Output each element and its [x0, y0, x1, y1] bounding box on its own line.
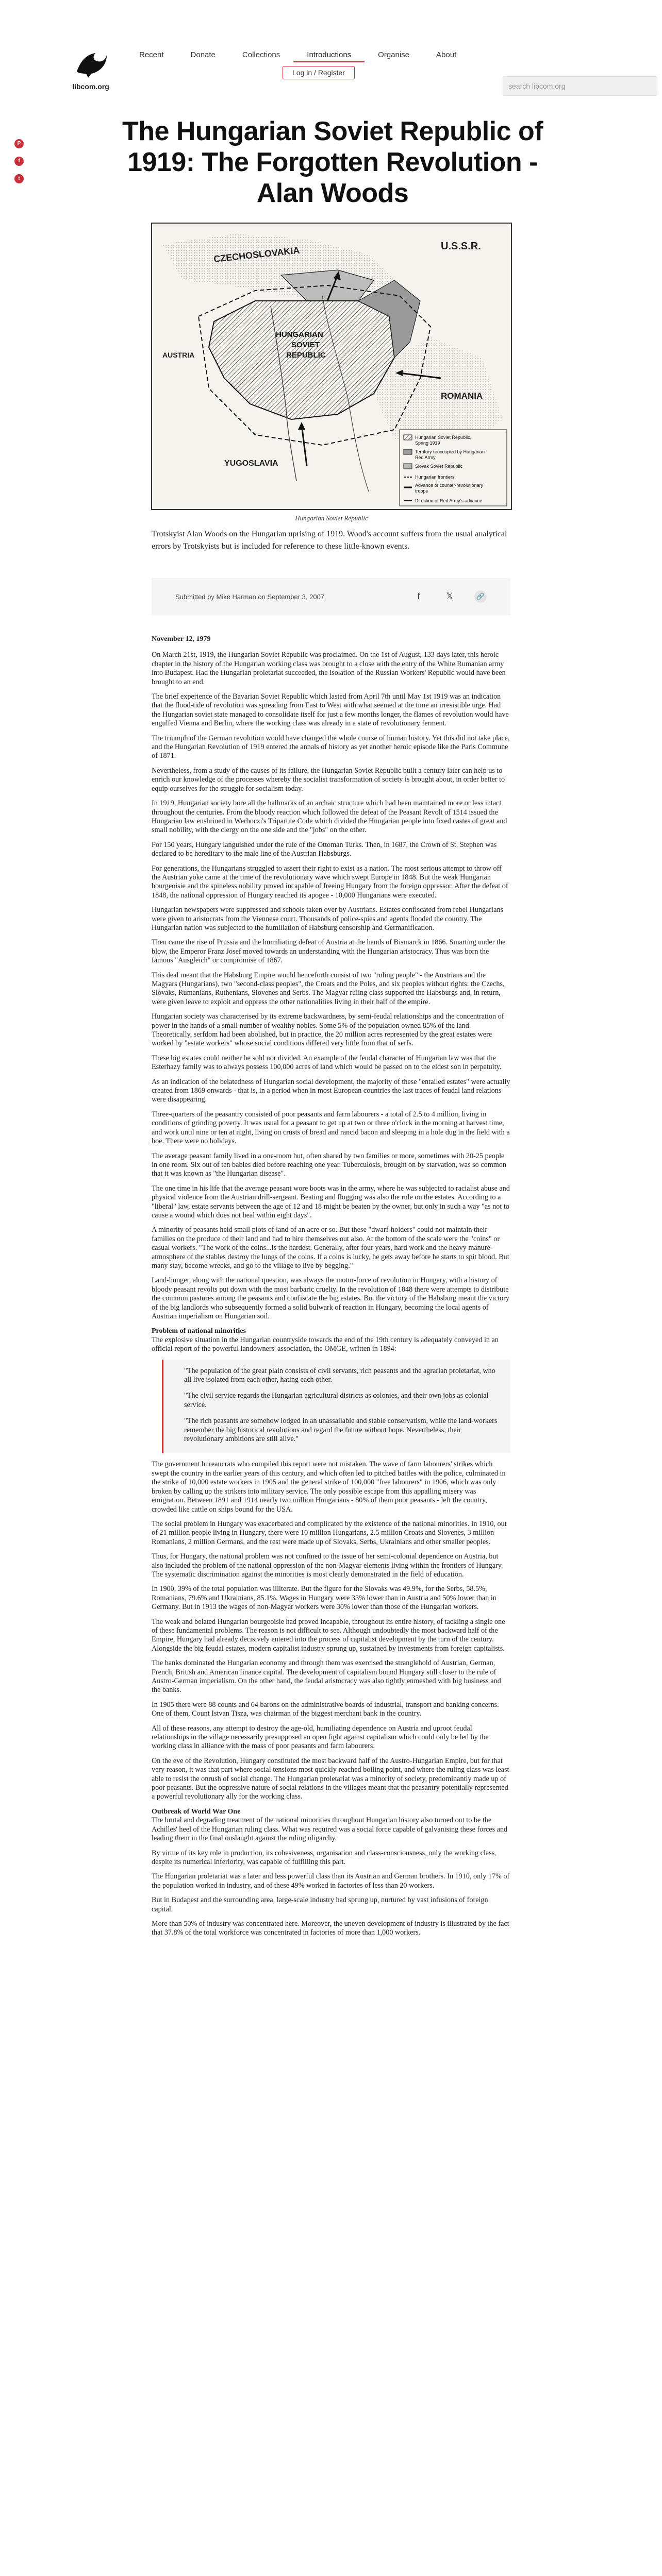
paragraph: The government bureaucrats who compiled this report were not mistaken. The wave of farm labourers' strikes which swept the country in the earlier years of this century, and which often led to pitched battles with the police, culminated in the strike of 10,000 estate workers in 1905 and the general strike of 100,000 "free labourers" in 1906, which was only broken by calling up the strikers into military service. The only possible escape from this appalling misery was emigration. Between 1891 and 1914 nearly two million Hungarians - 80% of them poor peasants - left the country, crowded like cattle on ships bound for the USA. [152, 1460, 506, 1514]
nav-recent[interactable]: Recent [139, 50, 164, 59]
paragraph: Three-quarters of the peasantry consisted of poor peasants and farm labourers - a total of 2.5 to 4 million, living in conditions of grinding poverty. It was usual for a peasant to get up at two or three o'clock in the morning at harvest time, and work until nine or ten at night, living on crusts of bread and rancid bacon and sleeping in a hole dug in the field with a hoe. There were no holidays. [152, 1110, 510, 1146]
map-label-romania: ROMANIA [441, 391, 483, 401]
paragraphs-section-c [152, 1460, 510, 1801]
legend-spring: Spring 1919 [415, 440, 440, 446]
map-image [151, 223, 512, 510]
paragraph: The banks dominated the Hungarian economy and through them was exercised the stranglehold of Austrian, German, French, British and American finance capital. The development of capitalism bound Hungary still closer to the rule of Austro-German imperialism. On the other hand, the feudal aristocracy was also tightly enmeshed with big business and the banks. [152, 1659, 501, 1694]
nav-introductions[interactable]: Introductions [293, 50, 365, 62]
paragraph: All of these reasons, any attempt to destroy the age-old, humiliating dependence on Austria and uproot feudal relationships in the village necessarily presupposed an open fight against capitalism which could only be led by the working class in alliance with the mass of poor peasants and farm labourers. [152, 1724, 489, 1751]
paragraph: The one time in his life that the average peasant wore boots was in the army, where he was subjected to racialist abuse and physical violence from the Austrian drill-sergeant. Beating and flogging was also the rule on the estates. According to a "liberal" law, estate servants between the age of 12 and 18 might be beaten by the owner, but only in such a way "as not to cause a wound which does not heal within eight days". [152, 1184, 510, 1219]
top-bar [0, 0, 662, 91]
twitter-icon[interactable]: t [14, 174, 24, 183]
paragraph: In 1900, 39% of the total population was illiterate. But the figure for the Slovaks was 49.9%, for the Serbs, 58.5%, Romanians, 79.6% and Ukrainians, 85.1%. Wages in Hungary were 33% lower than in Austria and 50% lower than in Germany. But in 1913 the wages of non-Magyar workers were 30% lower than those of the Hungarian workers. [152, 1585, 496, 1612]
heading-world-war-one: Outbreak of World War One [152, 1807, 241, 1816]
map-label-soviet-1: HUNGARIAN [276, 330, 323, 339]
blockquote [162, 1360, 510, 1453]
share-bar [14, 139, 24, 183]
paragraph: A minority of peasants held small plots of land of an acre or so. But these "dwarf-holders" could not maintain their families on the produce of their land and had to hire themselves out also. At the bottom of the scale were the "coins" or casual workers. "The work of the coins...is the hardest. Generally, after four years, hard work and the heavy manure-atmosphere of the stables destroy the lungs of the coins. If a coins is lucky, he gets away before he starts to spit blood. But many stay, become wrecks, and go to the village to live by begging." [152, 1226, 509, 1270]
paragraph: As an indication of the belatedness of Hungarian social development, the majority of these "entailed estates" were actually created from 1869 onwards - that is, in a period when in most European countries the last traces of feudal land relations were disappearing. [152, 1077, 510, 1104]
paragraph-intro-report: The explosive situation in the Hungarian countryside towards the end of the 19th century is adequately conveyed in an official report of the powerful landowners' association, the OMGE, written in 1894: [152, 1335, 499, 1353]
paragraph: The brief experience of the Bavarian Soviet Republic which lasted from April 7th until May 1st 1919 was an indication that the flood-tide of revolution was spreading from East to West with what seemed at the time an irresistible urge. Had the Hungarian soviet state managed to consolidate itself for just a few months longer, the flames of revolution would have engulfed Vienna and Berlin, where the working class was already in a state of revolutionary ferment. [152, 692, 509, 728]
map-label-yugoslavia: YUGOSLAVIA [224, 459, 278, 468]
paragraph: On March 21st, 1919, the Hungarian Soviet Republic was proclaimed. On the 1st of August, 133 days later, this heroic chapter in the history of the Hungarian working class was brought to a close with the entry of the White Rumanian army into Budapest. Had the Hungarian proletariat succeeded, the isolation of the Russian Workers' Republic would have been brought to an end. [152, 651, 506, 686]
paragraph: The brutal and degrading treatment of the national minorities throughout Hungarian history also turned out to be the Achilles' heel of the Hungarian ruling class. What was required was a social force capable of galvanising these forces and leading them in the final onslaught against the ruling oligarchy. [152, 1816, 508, 1843]
submitted-by: Submitted by Mike Harman on September 3, 2007 [175, 592, 325, 601]
facebook-share-icon[interactable]: f [417, 592, 420, 601]
legend-red-army: Red Army [415, 455, 436, 460]
map-label-austria: AUSTRIA [162, 351, 195, 359]
legend-frontiers: Hungarian frontiers [415, 474, 455, 480]
copy-link-icon[interactable]: 🔗 [474, 590, 487, 603]
paragraph: Hungarian newspapers were suppressed and schools taken over by Austrians. Estates confiscated from rebel Hungarians were given to aristocrats from the Viennese court. Thousands of police-spies and agents flooded the country. The Hungarian nation was subjected to the humiliation of Habsburg censorship and Germanification. [152, 906, 503, 932]
legend-hsr: Hungarian Soviet Republic, [415, 435, 472, 440]
paragraph: The average peasant family lived in a one-room hut, often shared by two families or more, sometimes with 20-25 people in one room. Six out of ten babies died before reaching one year. Tuberculosis, brought on by starvation, was so common that it was known as "the Hungarian disease". [152, 1151, 506, 1178]
logo-text: libcom.org [72, 82, 109, 91]
nav-about[interactable]: About [436, 50, 457, 59]
legend-counter: Advance of counter-revolutionary [415, 483, 484, 488]
map-label-soviet-3: REPUBLIC [286, 351, 326, 360]
nav-collections[interactable]: Collections [242, 50, 280, 59]
paragraph: "The rich peasants are somehow lodged in an unassailable and stable conservatism, while the land-workers remember the big historical revolutions and regard the future without hope. Nevertheless, their revolutionary ambitions are still alive." [184, 1417, 498, 1444]
paragraph: Thus, for Hungary, the national problem was not confined to the issue of her semi-colonial dependence on Austria, but also included the problem of the national oppression of the non-Magyar elements living within the frontiers of Hungary. The systematic discrimination against the minorities is most clearly demonstrated in the field of education. [152, 1552, 503, 1579]
legend-reoccupied: Territory reoccupied by Hungarian [415, 449, 485, 454]
paragraph: More than 50% of industry was concentrated here. Moreover, the uneven development of industry is illustrated by the fact that 37.8% of the total workforce was concentrated in factories of more than 1,000 workers. [152, 1919, 509, 1937]
nav-donate[interactable]: Donate [190, 50, 216, 59]
map-label-soviet-2: SOVIET [291, 341, 320, 349]
map-label-czechoslovakia: CZECHOSLOVAKIA [213, 245, 301, 264]
paragraph: The social problem in Hungary was exacerbated and complicated by the existence of the national minorities. In 1910, out of 21 million people living in Hungary, there were 10 million Hungarians, 2.5 million Croats and Slovenes, 3 million Romanians, 2 million Germans, and the rest were made up of Slovaks, Serbs, Ukrainians and other smaller peoples. [152, 1519, 507, 1546]
pinterest-icon[interactable]: P [14, 139, 24, 148]
paragraph: On the eve of the Revolution, Hungary constituted the most backward half of the Austro-Hungarian Empire, but for that very reason, it was that part where social tensions most quickly reached boiling point, and where the ruling class was least able to resist the onrush of social change. The Hungarian proletariat was a minority of society, predominantly made up of poor peasants. But the oppressive nature of social relations in the villages meant that the peasantry potentially represented a powerful revolutionary ally for the working class. [152, 1756, 509, 1801]
site-logo[interactable] [62, 49, 120, 91]
paragraph: Nevertheless, from a study of the causes of its failure, the Hungarian Soviet Republic built a century later can help us to enrich our knowledge of the processes whereby the socialist transformation of society is brought about, in order better to equip ourselves for the struggle for socialism today. [152, 766, 505, 793]
legend-troops: troops [415, 488, 428, 494]
paragraph: "The population of the great plain consists of civil servants, rich peasants and the agrarian proletariat, who all live isolated from each other, hating each other. [184, 1366, 495, 1384]
paragraph: These big estates could neither be sold nor divided. An example of the feudal character of Hungarian law was that the Esterhazy family was to always possess 100,000 acres of land which would be passed on to the eldest son in perpetuity. [152, 1054, 502, 1072]
login-register-button[interactable]: Log in / Register [283, 66, 355, 79]
paragraph: Land-hunger, along with the national question, was always the motor-force of revolution in Hungary, with a history of bloody peasant revolts put down with the most barbaric cruelty. In the revolution of 1848 there were attempts to distribute the common pastures among the peasants and confiscate the big estates. But the victory of the Habsburg meant the victory of the big landlords who subsequently formed a solid bulwark of reaction in Hungary, becoming the local agents of Austrian imperialism on Hungarian soil. [152, 1276, 509, 1320]
paragraph: But in Budapest and the surrounding area, large-scale industry had sprung up, nurtured by vast infusions of foreign capital. [152, 1896, 488, 1913]
legend-slovak: Slovak Soviet Republic [415, 464, 463, 469]
paragraph: The triumph of the German revolution would have changed the whole course of human history. Yet this did not take place, and the Hungarian Revolution of 1919 entered the annals of history as yet another heroic episode like the Paris Commune of 1871. [152, 734, 510, 760]
paragraph: This deal meant that the Habsburg Empire would henceforth consist of two "ruling people" - the Austrians and the Magyars (Hungarians), two "second-class peoples", the Croats and the Poles, and six peoples without rights: the Czechs, Slovaks, Rumanians, Ruthenians, Slovenes and Serbs. The Magyar ruling class supported the Habsburgs and, in return, were given leave to exploit and oppress the other nationalities living in their half of the empire. [152, 971, 505, 1006]
paragraph: In 1905 there were 88 counts and 64 barons on the administrative boards of industrial, transport and banking concerns. One of them, Count Istvan Tisza, was chairman of the biggest merchant bank in the country. [152, 1700, 499, 1718]
twitter-share-icon[interactable]: 𝕏 [446, 592, 453, 601]
search-input[interactable] [503, 76, 657, 96]
legend-advance: Direction of Red Army's advance [415, 498, 483, 503]
meta-actions [412, 590, 487, 603]
page-title: The Hungarian Soviet Republic of 1919: The Forgotten Revolution - Alan Woods [122, 116, 543, 208]
map-caption: Hungarian Soviet Republic [295, 514, 368, 522]
paragraph: For generations, the Hungarians struggled to assert their right to exist as a nation. The most serious attempt to throw off the Austrian yoke came at the time of the revolutionary wave which swept Europe in 1848. But the weak Hungarian bourgeoisie and the spineless nobility proved incapable of freeing Hungary from the foreign oppressor. After the defeat of 1848, the national oppression of Hungary reached its apogee - 10,000 Hungarians were executed. [152, 864, 508, 900]
paragraph: The Hungarian proletariat was a later and less powerful class than its Austrian and German brothers. In 1910, only 17% of the population worked in industry, and of these 49% worked in factories of less than 20 workers. [152, 1872, 510, 1890]
paragraph: For 150 years, Hungary languished under the rule of the Ottoman Turks. Then, in 1687, the Crown of St. Stephen was declared to be hereditary to the male line of the Austrian Habsburgs. [152, 840, 497, 858]
paragraph: In 1919, Hungarian society bore all the hallmarks of an archaic structure which had been maintained more or less intact throughout the centuries. From the bloody reaction which followed the defeat of the Peasant Revolt of 1514 issued the Hungarian law enshrined in Werboczi's Tripartite Code which divided the Hungarian people into fixed castes of great and small nobility, with the clergy on the one side and the "jobs" on the other. [152, 799, 507, 835]
submission-bar [152, 578, 510, 615]
paragraph: The weak and belated Hungarian bourgeoisie had proved incapable, throughout its entire history, of tackling a single one of these fundamental problems. The reason is not difficult to see. Although undoubtedly the most backward half of the Empire, Hungary had already decisively entered into the process of capitalist development by the turn of the century. Alongside the big feudal estates, modern capitalist industry sprung up, sustained by investments from foreign capitalists. [152, 1617, 505, 1653]
intro-text: Trotskyist Alan Woods on the Hungarian uprising of 1919. Wood's account suffers from the usual analytical errors by Trotskyists but is included for reference to these little-known events. [152, 530, 507, 551]
article-date: November 12, 1979 [152, 635, 211, 643]
nav-organise[interactable]: Organise [378, 50, 410, 59]
map-label-ussr: U.S.S.R. [441, 241, 481, 252]
paragraphs-section-d [152, 1816, 510, 1937]
paragraphs-section-a [152, 651, 510, 1321]
heading-national-minorities: Problem of national minorities [152, 1327, 246, 1335]
hungary-map-illustration [152, 224, 511, 509]
logo-bird-icon [73, 49, 109, 79]
facebook-icon[interactable]: f [14, 157, 24, 166]
paragraph: Hungarian society was characterised by its extreme backwardness, by semi-feudal relationships and the concentration of power in the hands of a small number of wealthy nobles. Some 5% of the population owned 85% of the land. Theoretically, serfdom had been abolished, but in practice, the 20 million acres represented by the great estates were worked by "estate workers" whose social conditions differed very little from that of serfs. [152, 1012, 504, 1048]
paragraph: Then came the rise of Prussia and the humiliating defeat of Austria at the hands of Bismarck in 1866. Smarting under the blow, the Emperor Franz Josef moved towards an understanding with the Hungarian aristocracy. Thus was born the famous "Ausgleich" or compromise of 1867. [152, 938, 506, 965]
paragraph: By virtue of its key role in production, its cohesiveness, organisation and class-consciousness, only the working class, despite its numerical inferiority, was capable of fulfilling this part. [152, 1849, 496, 1866]
main-nav [139, 50, 470, 62]
paragraph: "The civil service regards the Hungarian agricultural districts as colonies, and their own jobs as colonial service. [184, 1392, 489, 1409]
article-body [152, 635, 510, 1943]
